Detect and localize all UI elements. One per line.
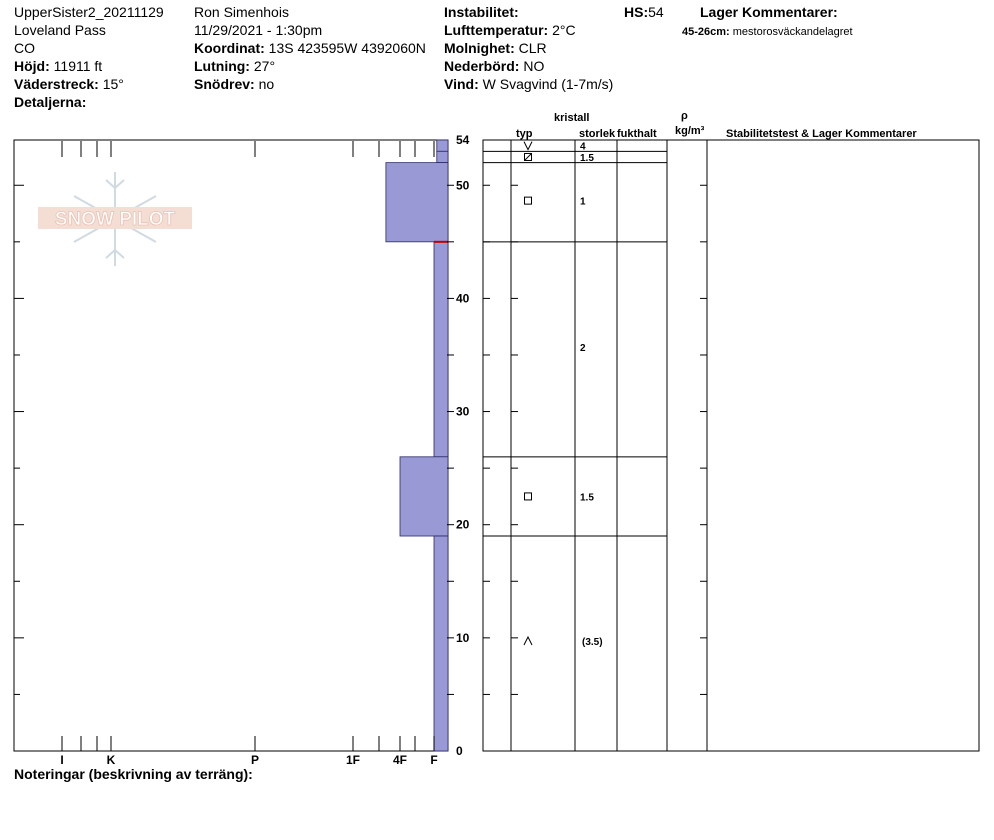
layer-comments-title: Lager Kommentarer: xyxy=(700,4,838,20)
state-name: CO xyxy=(14,40,35,56)
crystal-table-frame xyxy=(483,140,979,751)
hardness-layer-bar xyxy=(400,457,448,536)
wind-value: W Svagvind (1-7m/s) xyxy=(482,76,614,92)
height-tick-label: 20 xyxy=(456,517,470,532)
height-tick-label: 40 xyxy=(456,291,470,306)
crystal-size-value: 4 xyxy=(580,141,586,153)
hardness-label: K xyxy=(106,753,116,767)
snowpilot-logo xyxy=(38,172,192,266)
observer-name: Ron Simenhois xyxy=(194,4,289,20)
aspect-value: 15° xyxy=(102,76,124,92)
density-unit-header: kg/m³ xyxy=(675,125,705,137)
table-column-lines xyxy=(511,140,707,751)
faceted-crystals-icon xyxy=(525,197,532,204)
sky-label: Molnighet: xyxy=(444,40,515,56)
mixed-forms-icon xyxy=(525,153,532,160)
elevation-label: Höjd: xyxy=(14,58,50,74)
crystal-size-value: 1.5 xyxy=(580,492,594,504)
slope-value: 27° xyxy=(253,58,276,74)
rho-header: ρ xyxy=(681,110,688,122)
precip-value: NO xyxy=(523,58,545,74)
surface-hoar-icon xyxy=(524,142,532,150)
logo-text: SNOW PILOT xyxy=(54,209,176,230)
aspect-label: Väderstreck: xyxy=(14,76,99,92)
crystal-size-value: (3.5) xyxy=(582,637,603,649)
layer-comment-text: mestorosväckandelagret xyxy=(732,26,853,38)
hardness-label: 1F xyxy=(345,753,361,767)
hardness-label: 4F xyxy=(392,753,408,767)
crystal-size-value: 1.5 xyxy=(580,152,594,164)
crystal-size-value: 1 xyxy=(580,196,586,208)
details-label: Detaljerna: xyxy=(14,94,87,110)
stability-header: Stabilitetstest & Lager Kommentarer xyxy=(726,128,917,140)
coordinate-value: 13S 423595W 4392060N xyxy=(268,40,426,56)
layer-comment-range: 45-26cm: xyxy=(682,26,730,38)
hardness-layer-bar xyxy=(386,163,448,242)
hardness-label: P xyxy=(250,753,260,767)
slope-label: Lutning: xyxy=(194,58,250,74)
type-header: typ xyxy=(516,128,533,140)
size-header: storlek xyxy=(579,128,616,140)
hardness-label: F xyxy=(430,753,438,767)
depth-hoar-icon xyxy=(524,637,532,645)
site-name: UpperSister2_20211129 xyxy=(14,4,164,20)
observation-datetime: 11/29/2021 - 1:30pm xyxy=(194,22,323,38)
airtemp-value: 2°C xyxy=(552,22,576,38)
instability-label: Instabilitet: xyxy=(444,4,519,20)
hardness-axis xyxy=(60,141,437,767)
wind-label: Vind: xyxy=(444,76,479,92)
hardness-layer-bar xyxy=(437,140,448,151)
faceted-crystals-icon xyxy=(525,493,532,500)
hs-value: 54 xyxy=(648,4,664,20)
hardness-label: I xyxy=(60,753,64,767)
sky-value: CLR xyxy=(518,40,547,56)
hardness-layer-bar xyxy=(437,151,448,162)
moisture-header: fukthalt xyxy=(617,128,657,140)
hs-label: HS: xyxy=(624,4,649,20)
height-tick-label: 0 xyxy=(456,744,463,758)
height-tick-label: 10 xyxy=(456,630,470,645)
notes-label: Noteringar (beskrivning av terräng): xyxy=(14,766,253,782)
hardness-layer-bar xyxy=(434,242,448,457)
height-tick-label: 50 xyxy=(456,178,470,193)
elevation-value: 11911 ft xyxy=(53,58,103,74)
height-tick-label: 54 xyxy=(456,133,470,147)
height-tick-label: 30 xyxy=(456,404,470,419)
crystal-header: kristall xyxy=(554,112,590,124)
hardness-layer-bar xyxy=(434,536,448,751)
coordinate-label: Koordinat: xyxy=(194,40,265,56)
hardness-layers xyxy=(386,140,448,751)
location-name: Loveland Pass xyxy=(14,22,106,38)
crystal-size-value: 2 xyxy=(580,342,586,354)
drift-value: no xyxy=(258,76,275,92)
precip-label: Nederbörd: xyxy=(444,58,520,74)
airtemp-label: Lufttemperatur: xyxy=(444,22,549,38)
drift-label: Snödrev: xyxy=(194,76,255,92)
profile-frame xyxy=(14,140,448,751)
